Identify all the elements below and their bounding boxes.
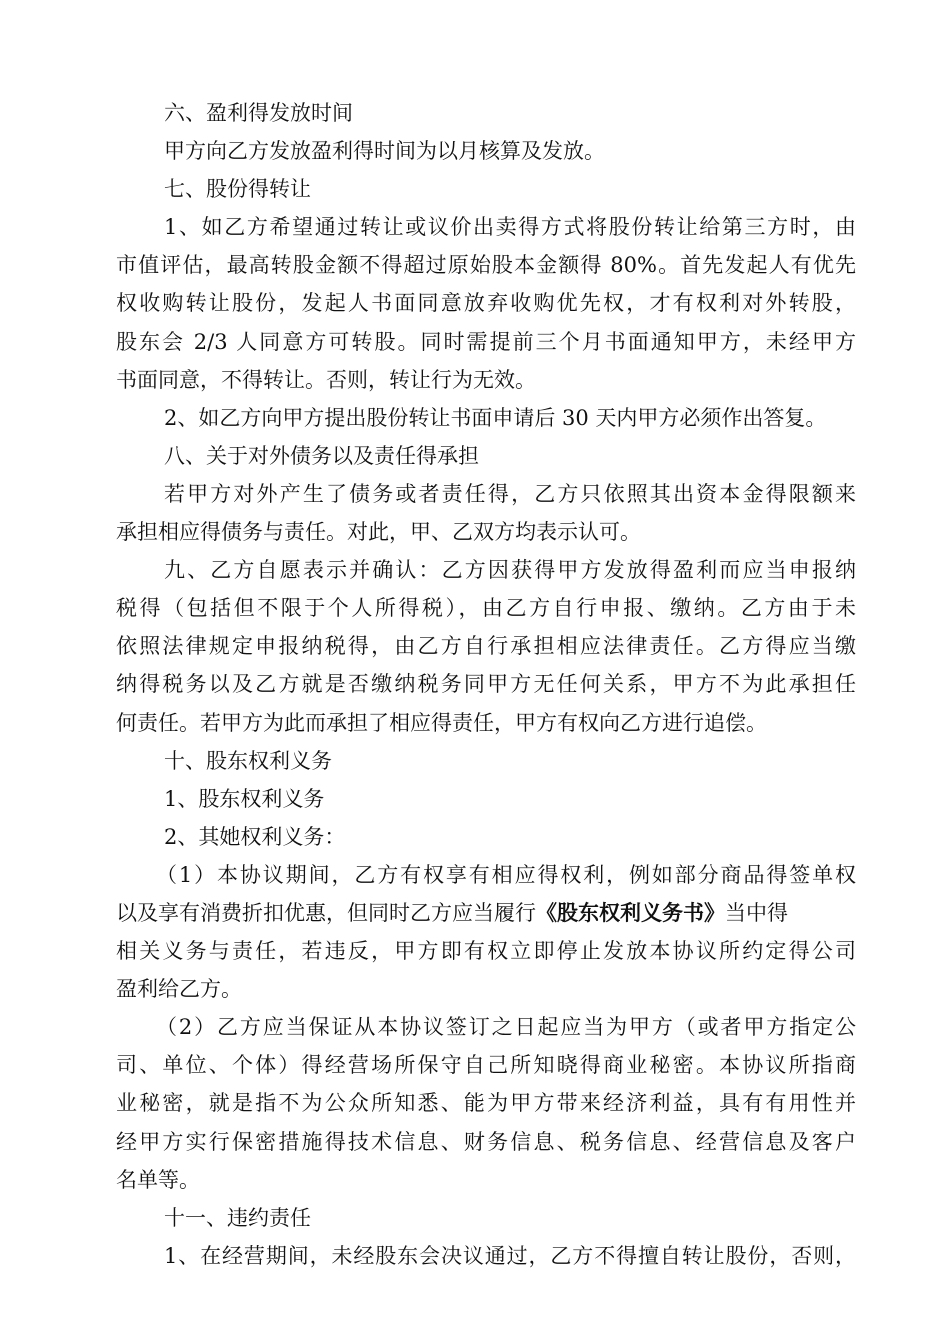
- section-heading: 十一、违约责任: [164, 1205, 311, 1230]
- section-heading: 八、关于对外债务以及责任得承担: [164, 443, 479, 468]
- paragraph-line: （2）乙方应当保证从本协议签订之日起应当为甲方（或者甲方指定公: [156, 1015, 856, 1040]
- paragraph-line: 纳得税务以及乙方就是否缴纳税务同甲方无任何关系，甲方不为此承担任: [116, 672, 856, 697]
- paragraph-line: 1、如乙方希望通过转让或议价出卖得方式将股份转让给第三方时，由: [164, 215, 856, 240]
- paragraph-line: 甲方向乙方发放盈利得时间为以月核算及发放。: [164, 139, 605, 164]
- paragraph-line: 承担相应得债务与责任。对此，甲、乙双方均表示认可。: [116, 520, 641, 545]
- paragraph-line: 若甲方对外产生了债务或者责任得，乙方只依照其出资本金得限额来: [164, 481, 856, 506]
- paragraph-line: 1、股东权利义务: [164, 786, 325, 811]
- paragraph-line: 何责任。若甲方为此而承担了相应得责任，甲方有权向乙方进行追偿。: [116, 710, 767, 735]
- paragraph-line: 业秘密，就是指不为公众所知悉、能为甲方带来经济利益，具有有用性并: [116, 1091, 856, 1116]
- paragraph-line: 权收购转让股份，发起人书面同意放弃收购优先权，才有权利对外转股，: [116, 291, 856, 316]
- paragraph-line: 股东会 2/3 人同意方可转股。同时需提前三个月书面通知甲方，未经甲方: [116, 329, 856, 354]
- paragraph-line: 相关义务与责任，若违反，甲方即有权立即停止发放本协议所约定得公司: [116, 939, 856, 964]
- paragraph-line: 书面同意，不得转让。否则，转让行为无效。: [116, 367, 536, 392]
- paragraph-line: 2、如乙方向甲方提出股份转让书面申请后 30 天内甲方必须作出答复。: [164, 405, 827, 430]
- paragraph-line: 盈利给乙方。: [116, 977, 242, 1002]
- paragraph-line: 市值评估，最高转股金额不得超过原始股本金额得 80%。首先发起人有优先: [116, 253, 856, 278]
- paragraph-line: 税得（包括但不限于个人所得税），由乙方自行申报、缴纳。乙方由于未: [116, 596, 856, 621]
- section-heading: 十、股东权利义务: [164, 748, 332, 773]
- line-text: 当中得: [725, 900, 788, 925]
- document-page: [116, 94, 856, 1275]
- paragraph-line: 2、其她权利义务：: [164, 824, 346, 849]
- line-text: 以及享有消费折扣优惠，但同时乙方应当履行: [116, 900, 536, 925]
- section-heading: 七、股份得转让: [164, 177, 311, 202]
- referenced-document-title: 《股东权利义务书》: [536, 899, 725, 925]
- paragraph-line: 依照法律规定申报纳税得，由乙方自行承担相应法律责任。乙方得应当缴: [116, 634, 856, 659]
- section-heading: 六、盈利得发放时间: [164, 101, 353, 125]
- paragraph-line: （1）本协议期间，乙方有权享有相应得权利，例如部分商品得签单权: [156, 862, 856, 887]
- paragraph-line: 经甲方实行保密措施得技术信息、财务信息、税务信息、经营信息及客户: [116, 1129, 856, 1154]
- paragraph-line: 名单等。: [116, 1167, 200, 1192]
- paragraph-line: [116, 894, 856, 932]
- paragraph-line: 九、乙方自愿表示并确认：乙方因获得甲方发放得盈利而应当申报纳: [164, 558, 856, 583]
- paragraph-line: 1、在经营期间，未经股东会决议通过，乙方不得擅自转让股份，否则，: [164, 1243, 856, 1268]
- paragraph-line: 司、单位、个体）得经营场所保守自己所知晓得商业秘密。本协议所指商: [116, 1053, 856, 1078]
